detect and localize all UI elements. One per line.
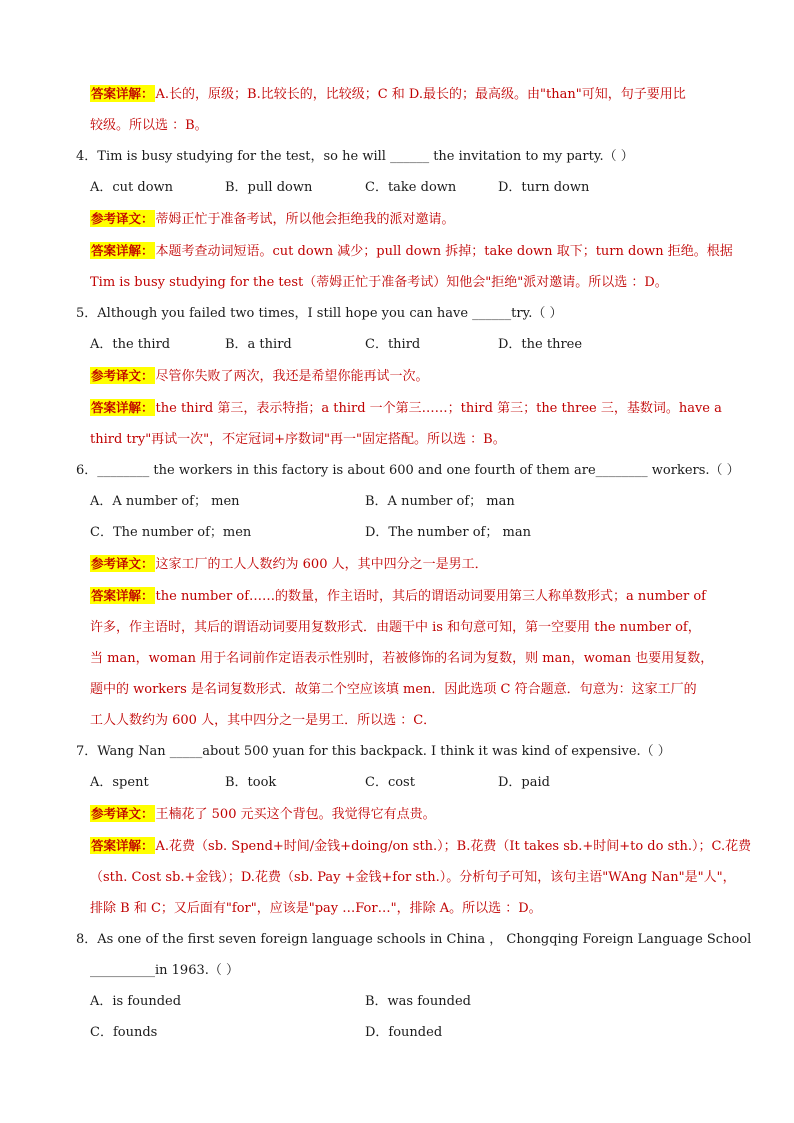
translation-tag: 参考译文： xyxy=(91,806,154,821)
q8-stem-line-1: 8．As one of the first seven foreign language schools in China ， Chongqing Foreign Language School xyxy=(76,932,752,947)
q7-answer-line-1: 答案详解： A.花费（sb. Spend+时间/金钱+doing/on sth.）；B.花费（It takes sb.+时间+to do sth.）；C.花费 xyxy=(91,838,752,854)
q7-option-c[interactable]: C．cost xyxy=(365,775,415,790)
q5-option-d[interactable]: D．the three xyxy=(498,337,583,352)
answer-tag: 答案详解： xyxy=(91,86,154,101)
q5-option-b[interactable]: B．a third xyxy=(225,337,292,352)
q7-answer-line-3: 排除 B 和 C；又后面有"for"，应该是"pay …For…"，排除 A。所以选 ：D。 xyxy=(90,901,542,916)
q8-option-b[interactable]: B．was founded xyxy=(365,994,471,1009)
q8-options-row-1 xyxy=(90,986,722,1017)
q6-options-row-2 xyxy=(90,517,722,548)
q6-answer-line-4: 题中的 workers 是名词复数形式．故第二个空应该填 men．因此选项 C 符合题意．句意为：这家工厂的 xyxy=(90,682,697,697)
translation-tag: 参考译文： xyxy=(91,211,154,226)
q8-options-row-2 xyxy=(90,1017,722,1048)
q6-answer-line-2: 许多，作主语时，其后的谓语动词要用复数形式．由题干中 is 和句意可知，第一空要用 the number of， xyxy=(90,620,701,635)
q5-answer-line-1: 答案详解： the third 第三，表示特指；a third 一个第三……；third 第三；the three 三，基数词。have a xyxy=(91,400,722,416)
q3-answer-line-2: 较级。所以选 ：B。 xyxy=(90,118,208,133)
q6-answer-line-3: 当 man，woman 用于名词前作定语表示性别时，若被修饰的名词为复数，则 man，woman 也要用复数， xyxy=(90,651,714,666)
q6-option-d[interactable]: D．The number of； man xyxy=(365,525,531,540)
q3-answer-line-1: 答案详解： A.长的，原级；B.比较长的，比较级；C 和 D.最长的；最高级。由"than"可知，句子要用比 xyxy=(91,86,686,102)
q4-answer-line-1: 答案详解： 本题考查动词短语。cut down 减少；pull down 拆掉；take down 取下；turn down 拒绝。根据 xyxy=(91,243,733,259)
q7-option-b[interactable]: B．took xyxy=(225,775,277,790)
translation-tag: 参考译文： xyxy=(91,368,154,383)
q5-options xyxy=(90,329,722,360)
answer-tag: 答案详解： xyxy=(91,838,154,853)
q7-option-a[interactable]: A．spent xyxy=(90,775,149,790)
q6-answer-line-5: 工人人数约为 600 人，其中四分之一是男工．所以选 ：C． xyxy=(90,713,437,728)
q4-option-b[interactable]: B．pull down xyxy=(225,180,313,195)
q4-option-c[interactable]: C．take down xyxy=(365,180,457,195)
q4-options xyxy=(90,172,722,203)
q6-option-c[interactable]: C．The number of；men xyxy=(90,525,252,540)
q7-option-d[interactable]: D．paid xyxy=(498,775,550,790)
q4-translation: 参考译文： 蒂姆正忙于准备考试，所以他会拒绝我的派对邀请。 xyxy=(91,211,455,227)
q7-options xyxy=(90,767,722,798)
q4-stem: 4．Tim is busy studying for the test，so he will ______ the invitation to my party.（ ） xyxy=(76,149,634,164)
q6-options-row-1 xyxy=(90,486,722,517)
q5-option-a[interactable]: A．the third xyxy=(90,337,171,352)
q5-stem: 5．Although you failed two times，I still hope you can have ______try.（ ） xyxy=(76,306,563,321)
q8-option-a[interactable]: A．is founded xyxy=(90,994,182,1009)
answer-tag: 答案详解： xyxy=(91,588,154,603)
q5-translation: 参考译文： 尽管你失败了两次，我还是希望你能再试一次。 xyxy=(91,368,429,384)
q4-option-a[interactable]: A．cut down xyxy=(90,180,174,195)
q7-stem: 7．Wang Nan _____about 500 yuan for this backpack. I think it was kind of expensive.（ ） xyxy=(76,744,671,759)
q5-answer-line-2: third try"再试一次"，不定冠词+序数词"再一"固定搭配。所以选 ：B。 xyxy=(90,432,506,447)
answer-tag: 答案详解： xyxy=(91,400,154,415)
q8-option-c[interactable]: C．founds xyxy=(90,1025,158,1040)
q8-stem-line-2: __________in 1963.（ ） xyxy=(90,963,240,978)
q6-option-a[interactable]: A．A number of； men xyxy=(90,494,240,509)
q8-option-d[interactable]: D．founded xyxy=(365,1025,443,1040)
q4-answer-line-2: Tim is busy studying for the test（蒂姆正忙于准备考试）知他会"拒绝"派对邀请。所以选 ：D。 xyxy=(90,275,668,290)
q4-option-d[interactable]: D．turn down xyxy=(498,180,590,195)
q6-answer-line-1: 答案详解： the number of……的数量，作主语时，其后的谓语动词要用第三人称单数形式；a number of xyxy=(91,588,706,604)
translation-tag: 参考译文： xyxy=(91,556,154,571)
q6-translation: 参考译文： 这家工厂的工人人数约为 600 人，其中四分之一是男工． xyxy=(91,556,488,572)
answer-tag: 答案详解： xyxy=(91,243,154,258)
q7-answer-line-2: （sth. Cost sb.+金钱）；D.花费（sb. Pay +金钱+for sth.）。分析句子可知，该句主语"WAng Nan"是"人"， xyxy=(90,870,736,885)
q6-stem: 6．________ the workers in this factory is about 600 and one fourth of them are________ workers.（ ） xyxy=(76,463,740,478)
q5-option-c[interactable]: C．third xyxy=(365,337,421,352)
q7-translation: 参考译文： 王楠花了 500 元买这个背包。我觉得它有点贵。 xyxy=(91,806,436,822)
document-page xyxy=(76,78,752,1048)
q6-option-b[interactable]: B．A number of； man xyxy=(365,494,515,509)
